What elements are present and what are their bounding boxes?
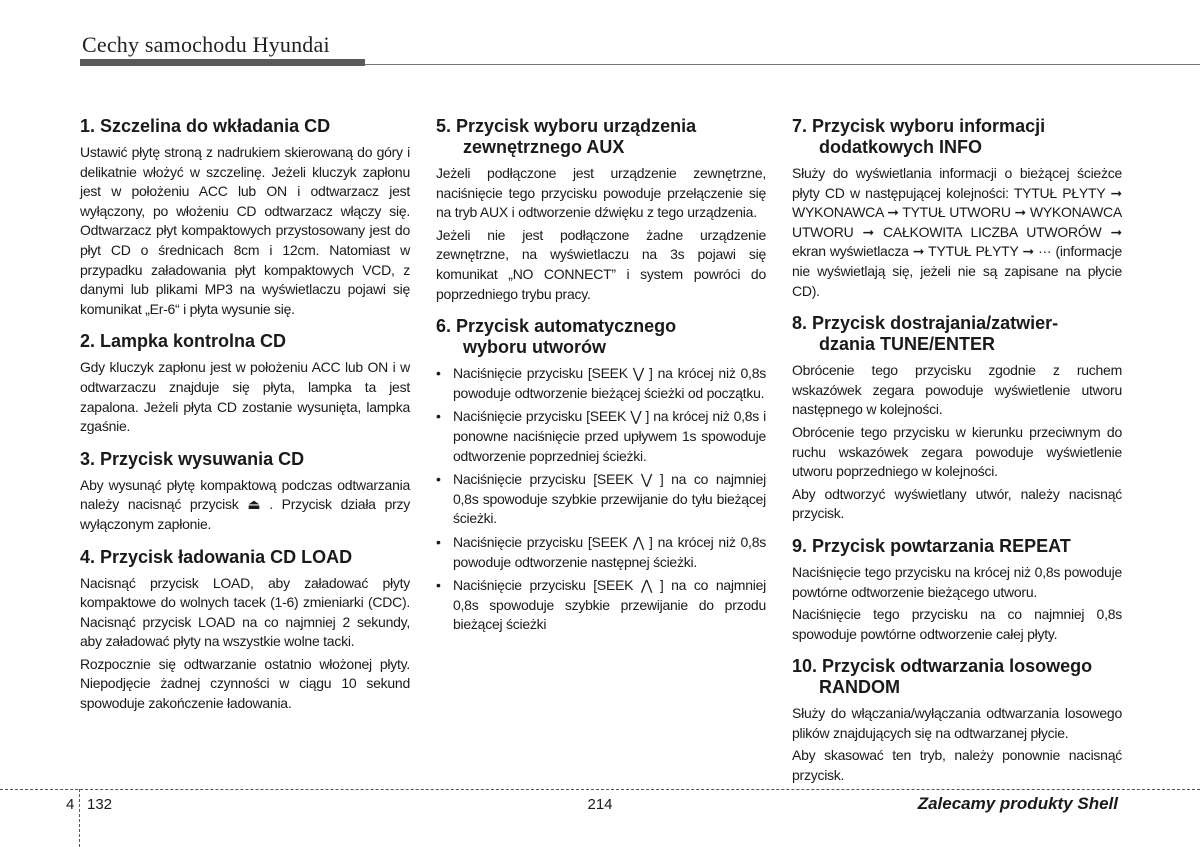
footer-rule: [0, 789, 1200, 790]
section-3-text: [80, 476, 410, 535]
list-item: • Naciśnięcie przycisku [SEEK ⋀ ] na co najmniej 0,8s spowoduje szybkie przewijanie do przodu bieżącej ścieżki: [436, 576, 766, 635]
section-8-heading-line-1: 8. Przycisk dostrajania/zatwier-: [792, 313, 1059, 334]
section-9-text-2: Naciśnięcie tego przycisku na co najmniej 0,8s spowoduje powtórne odtworzenie całej płyty.: [792, 606, 1122, 642]
section-1-heading: 1. Szczelina do wkładania CD: [80, 116, 331, 136]
section-10-text-2: Aby skasować ten tryb, należy ponownie nacisnąć przycisk.: [792, 747, 1122, 784]
section-9-text-1: Naciśnięcie tego przycisku na krócej niż 0,8s powoduje powtórne odtworzenie bieżącego utworu.: [792, 563, 1122, 600]
column-1: [80, 116, 410, 717]
footer-slogan: Zalecamy produkty Shell: [917, 794, 1118, 813]
section-1-text: Ustawić płytę stroną z nadrukiem skierowaną do góry i delikatnie włożyć w szczelinę. Jeżeli kluczyk zapłonu jest w położeniu ACC lub ON i odtwarzacz jest wyłączony, po włożeniu CD odtwarzacz włączy się. Odtwarzacz płyt kompaktowych przystosowany jest do płyt CD o średnicach 8cm i 12cm. Natomiast w przypadku załadowania płyt kompaktowych VCD, z danymi lub plikami MP3 na wyświetlaczu pojawi się komunikat „Er-6“ i płyta wysunie się.: [80, 144, 410, 317]
seek-bullet-list: [436, 364, 766, 635]
column-3: [792, 116, 1122, 789]
section-2-text: Gdy kluczyk zapłonu jest w położeniu ACC lub ON i w odtwarzaczu znajduje się płyta, lampka ta jest zapalona. Jeżeli płyta CD zostanie wysunięta, lampka zgaśnie.: [80, 359, 410, 435]
section-7-heading-line-1: 7. Przycisk wyboru informacji: [792, 116, 1046, 136]
page-number: 132: [87, 796, 113, 813]
section-8-text-3: Aby odtworzyć wyświetlany utwór, należy nacisnąć przycisk.: [792, 485, 1122, 522]
section-6-heading: [436, 316, 766, 358]
section-10-text-1: Służy do włączania/wyłączania odtwarzania losowego plików znajdujących się na odtwarzanej płycie.: [792, 705, 1122, 741]
eject-icon: ⏏: [247, 496, 261, 513]
section-8-heading: [792, 313, 1122, 355]
footer-divider: [79, 789, 80, 847]
section-8-text-1: Obrócenie tego przycisku zgodnie z ruchem wskazówek zegara powoduje wyświetlenie utworu następnego w kolejności.: [792, 362, 1122, 418]
section-7-text: Służy do wyświetlania informacji o bieżącej ścieżce płyty CD w następującej kolejności: TYTUŁ PŁYTY ➞ WYKONAWCA ➞ TYTUŁ UTWORU ➞ WYKONAWCA UTWORU ➞ CAŁKOWITA LICZBA UTWORÓW ➞ ekran wyświetlacza ➞ TYTUŁ PŁYTY ➞ ··· (informacje nie wyświetlają się, jeżeli nie są zapisane na płycie CD).: [792, 165, 1122, 299]
section-3-text-a: Aby wysunąć płytę kompaktową podczas odtwarzania należy nacisnąć przycisk: [80, 476, 410, 513]
section-10-heading: [792, 656, 1122, 698]
section-6-heading-line-2: wyboru utworów: [463, 337, 606, 358]
section-3-text-b: . Przycisk działa przy wyłączonym zapłonie.: [80, 496, 411, 532]
section-9-heading: 9. Przycisk powtarzania REPEAT: [792, 535, 1071, 556]
center-page-number: 214: [587, 796, 613, 813]
section-3-heading: 3. Przycisk wysuwania CD: [80, 448, 305, 469]
section-7-heading: [792, 116, 1122, 158]
section-5-heading-line-2: zewnętrznego AUX: [463, 137, 625, 157]
section-10-heading-line-2: RANDOM: [819, 677, 900, 698]
section-5-heading-line-1: 5. Przycisk wyboru urządzenia: [436, 116, 697, 136]
section-5-text-2: Jeżeli nie jest podłączone żadne urządzenie zewnętrzne, na wyświetlaczu na 3s pojawi się komunikat „NO CONNECT” i system powróci do poprzedniego trybu pracy.: [436, 226, 766, 302]
section-7-heading-line-2: dodatkowych INFO: [819, 137, 983, 157]
section-2-heading: 2. Lampka kontrolna CD: [80, 331, 287, 352]
list-item: • Naciśnięcie przycisku [SEEK ⋁ ] na krócej niż 0,8s i ponowne naciśnięcie przed upływem 1s spowoduje odtworzenie poprzedniej ścieżki.: [436, 407, 766, 466]
list-item: • Naciśnięcie przycisku [SEEK ⋀ ] na krócej niż 0,8s powoduje odtworzenie następnej ścieżki.: [436, 533, 766, 572]
header-title: Cechy samochodu Hyundai: [82, 32, 330, 57]
section-5-text-1: Jeżeli podłączone jest urządzenie zewnętrzne, naciśnięcie tego przycisku powoduje przełączenie się na tryb AUX i odtworzenie dźwięku z tego urządzenia.: [436, 165, 766, 221]
section-8-heading-line-2: dzania TUNE/ENTER: [819, 334, 996, 355]
section-10-heading-line-1: 10. Przycisk odtwarzania losowego: [792, 656, 1093, 677]
section-4-heading: 4. Przycisk ładowania CD LOAD: [80, 546, 353, 567]
section-4-text-2: Rozpocznie się odtwarzanie ostatnio włożonej płyty. Niepodjęcie żadnej czynności w ciągu 10 sekund spowoduje zakończenie ładowania.: [80, 655, 410, 712]
list-item: • Naciśnięcie przycisku [SEEK ⋁ ] na co najmniej 0,8s spowoduje szybkie przewijanie do tyłu bieżącej ścieżki.: [436, 470, 766, 529]
section-4-text-1: Nacisnąć przycisk LOAD, aby załadować płyty kompaktowe do wolnych tacek (1-6) zmieniarki (CDC). Nacisnąć przycisk LOAD na co najmniej 2 sekundy, aby załadować płyty na wszystkie wolne tacki.: [80, 574, 410, 650]
chapter-number: 4: [66, 796, 75, 813]
section-8-text-2: Obrócenie tego przycisku w kierunku przeciwnym do ruchu wskazówek zegara powoduje wyświetlenie utworu poprzedniego w kolejności.: [792, 423, 1122, 480]
list-item: • Naciśnięcie przycisku [SEEK ⋁ ] na krócej niż 0,8s powoduje odtworzenie bieżącej ścieżki od początku.: [436, 364, 766, 403]
section-5-heading: [436, 116, 766, 158]
section-6-heading-line-1: 6. Przycisk automatycznego: [436, 316, 677, 337]
header-bar: [80, 59, 365, 66]
header-rule: [365, 64, 1200, 65]
column-2: [436, 116, 766, 639]
